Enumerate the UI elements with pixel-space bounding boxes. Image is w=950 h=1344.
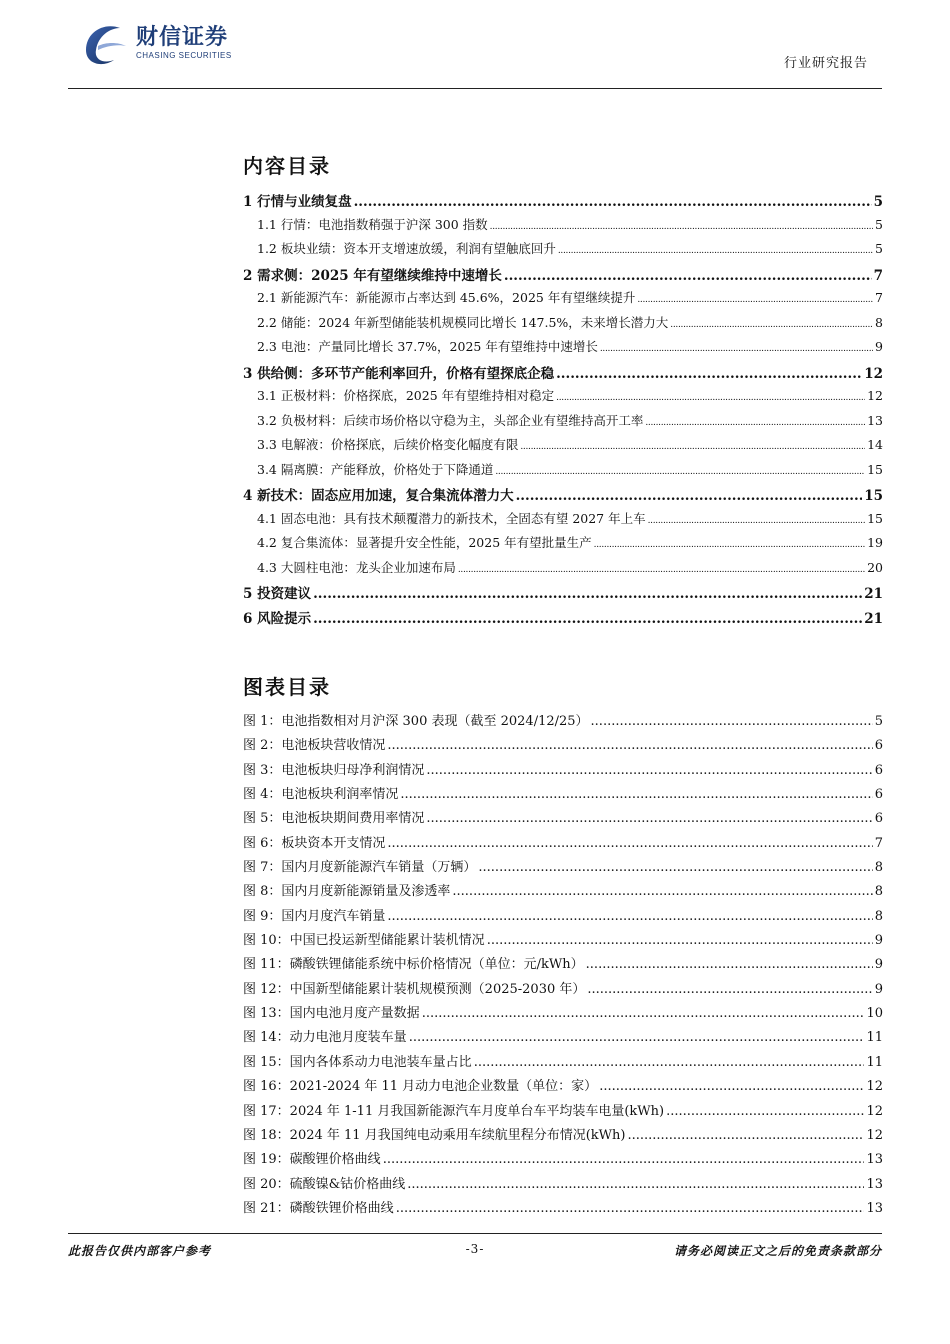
figure-entry-page: 9 (874, 957, 883, 973)
figures-title: 图表目录 (243, 675, 331, 699)
toc-entry-title: 4.2 复合集流体：显著提升安全性能，2025 年有望批量生产 (257, 535, 592, 550)
toc-entry-page: 21 (864, 610, 883, 627)
toc-entry-page: 12 (867, 388, 883, 403)
leader-dots (387, 738, 872, 753)
leader-dots (396, 1201, 865, 1216)
toc-entry-page: 14 (867, 437, 883, 452)
toc-list (243, 190, 883, 631)
figure-entry-page: 13 (866, 1200, 883, 1216)
toc-entry-page: 20 (867, 559, 883, 575)
figure-entry-page: 10 (866, 1006, 883, 1022)
toc-entry-title: 5 投资建议 (243, 586, 312, 602)
leader-dots (400, 787, 872, 802)
figure-entry-title: 图 9：国内月度汽车销量 (243, 908, 386, 924)
toc-entry-title: 4.3 大圆柱电池：龙头企业加速布局 (257, 559, 456, 575)
leader-dots (591, 714, 873, 729)
toc-entry[interactable] (243, 582, 883, 607)
footer-disclaimer: 此报告仅供内部客户参考 (68, 1244, 212, 1258)
toc-entry-page: 7 (875, 290, 883, 305)
toc-entry-page: 9 (875, 339, 883, 354)
toc-entry[interactable] (243, 337, 883, 362)
figure-entry-title: 图 11：磷酸铁锂储能系统中标价格情况（单位：元/kWh） (243, 957, 584, 973)
toc-entry-page: 15 (867, 510, 883, 526)
figure-entry-page: 6 (874, 811, 883, 827)
figure-entry-page: 6 (874, 738, 883, 754)
figure-entry[interactable] (243, 1075, 883, 1099)
figure-entry-title: 图 6：板块资本开支情况 (243, 835, 386, 851)
page-footer (68, 1233, 882, 1258)
toc-entry-title: 2.2 储能：2024 年新型储能装机规模同比增长 147.5%，未来增长潜力大 (257, 314, 669, 330)
toc-entry-title: 2 需求侧：2025 年有望继续维持中速增长 (243, 267, 502, 284)
figure-entry-title: 图 12：中国新型储能累计装机规模预测（2025-2030 年） (243, 981, 586, 997)
figure-entry-page: 9 (874, 933, 883, 949)
leader-dots (516, 488, 863, 504)
leader-dots (407, 1177, 864, 1192)
figure-entry[interactable] (243, 953, 883, 977)
figure-entry[interactable] (243, 978, 883, 1002)
page-header (68, 16, 882, 89)
figure-entry-title: 图 13：国内电池月度产量数据 (243, 1006, 420, 1022)
toc-entry[interactable] (243, 288, 883, 313)
figure-entry[interactable] (243, 1173, 883, 1197)
figure-entry-title: 图 4：电池板块利润率情况 (243, 787, 399, 803)
leader-dots (556, 393, 865, 403)
figure-entry-title: 图 20：硫酸镍&钴价格曲线 (243, 1176, 406, 1192)
figure-entry-title: 图 1：电池指数相对月沪深 300 表现（截至 2024/12/25） (243, 714, 589, 729)
figure-entry-page: 5 (874, 714, 883, 729)
toc-title: 内容目录 (243, 154, 331, 178)
leader-dots (490, 222, 873, 232)
figure-entry-page: 7 (874, 835, 883, 851)
figure-entry[interactable] (243, 710, 883, 734)
toc-entry-page: 5 (875, 216, 883, 232)
toc-entry-page: 19 (867, 535, 883, 550)
figure-entry-title: 图 2：电池板块营收情况 (243, 738, 386, 754)
figure-entry-title: 图 8：国内月度新能源销量及渗透率 (243, 884, 451, 900)
toc-entry-page: 15 (867, 461, 883, 477)
figure-entry-page: 6 (874, 787, 883, 803)
toc-entry-page: 21 (864, 586, 883, 602)
figure-entry-page: 9 (874, 981, 883, 997)
figure-entry-title: 图 21：磷酸铁锂价格曲线 (243, 1200, 394, 1216)
leader-dots (666, 1104, 864, 1119)
toc-entry[interactable] (243, 607, 883, 632)
figure-entry[interactable] (243, 832, 883, 856)
figure-entry[interactable] (243, 856, 883, 880)
leader-dots (383, 1152, 865, 1167)
leader-dots (387, 909, 872, 924)
figure-entry-page: 13 (866, 1152, 883, 1168)
figure-entry-title: 图 7：国内月度新能源汽车销量（万辆） (243, 860, 477, 876)
figure-entry[interactable] (243, 1124, 883, 1148)
toc-entry-page: 12 (864, 365, 883, 382)
leader-dots (458, 565, 865, 575)
page-number: -3- (465, 1242, 485, 1256)
toc-entry[interactable] (243, 533, 883, 558)
leader-dots (474, 1055, 865, 1070)
leader-dots (495, 467, 865, 477)
figure-entry[interactable] (243, 1148, 883, 1172)
figure-entry[interactable] (243, 807, 883, 831)
leader-dots (594, 540, 865, 550)
figure-entry[interactable] (243, 905, 883, 929)
leader-dots (627, 1128, 864, 1143)
toc-entry[interactable] (243, 362, 883, 387)
figure-entry-page: 12 (866, 1103, 883, 1119)
brand-logo-icon (80, 20, 130, 66)
figure-entry-page: 11 (866, 1054, 883, 1070)
figure-entry-title: 图 19：碳酸锂价格曲线 (243, 1152, 381, 1168)
toc-entry-page: 5 (875, 241, 883, 256)
leader-dots (648, 516, 865, 526)
leader-dots (487, 933, 873, 948)
leader-dots (313, 586, 862, 602)
toc-entry-title: 3.1 正极材料：价格探底，2025 年有望维持相对稳定 (257, 388, 555, 403)
toc-entry[interactable] (243, 558, 883, 583)
leader-dots (645, 418, 865, 428)
leader-dots (422, 1006, 865, 1021)
toc-entry-page: 15 (864, 488, 883, 504)
leader-dots (354, 194, 872, 210)
leader-dots (409, 1030, 865, 1045)
leader-dots (637, 295, 873, 305)
toc-entry-title: 1 行情与业绩复盘 (243, 194, 352, 210)
figure-entry-page: 13 (866, 1176, 883, 1192)
figure-entry[interactable] (243, 759, 883, 783)
leader-dots (387, 836, 872, 851)
leader-dots (504, 268, 872, 284)
leader-dots (670, 320, 873, 330)
figure-entry[interactable] (243, 734, 883, 758)
brand-name-cn: 财信证券 (136, 24, 229, 50)
leader-dots (313, 611, 862, 627)
toc-entry-title: 6 风险提示 (243, 610, 312, 627)
leader-dots (426, 811, 872, 826)
figure-entry-title: 图 15：国内各体系动力电池装车量占比 (243, 1054, 472, 1070)
leader-dots (600, 344, 873, 354)
figure-entry-page: 8 (874, 908, 883, 924)
toc-entry[interactable] (243, 386, 883, 411)
toc-entry-title: 3.4 隔离膜：产能释放，价格处于下降通道 (257, 461, 494, 477)
leader-dots (520, 442, 865, 452)
toc-entry-title: 2.1 新能源汽车：新能源市占率达到 45.6%，2025 年有望继续提升 (257, 290, 636, 305)
toc-entry-page: 13 (867, 412, 883, 428)
toc-entry-page: 7 (873, 267, 883, 284)
toc-entry-title: 3.2 负极材料：后续市场价格以守稳为主，头部企业有望维持高开工率 (257, 412, 644, 428)
figure-entry-title: 图 3：电池板块归母净利润情况 (243, 762, 425, 778)
toc-entry[interactable] (243, 313, 883, 338)
brand-name-en: CHASING SECURITIES (136, 50, 232, 60)
report-type: 行业研究报告 (783, 56, 868, 71)
toc-entry[interactable] (243, 509, 883, 534)
toc-entry[interactable] (243, 190, 883, 215)
toc-entry[interactable] (243, 484, 883, 509)
toc-entry[interactable] (243, 435, 883, 460)
figure-entry[interactable] (243, 1100, 883, 1124)
figure-entry-title: 图 10：中国已投运新型储能累计装机情况 (243, 933, 485, 949)
leader-dots (556, 366, 862, 382)
brand-logo (80, 20, 232, 66)
toc-entry[interactable] (243, 239, 883, 264)
figure-entry-title: 图 5：电池板块期间费用率情况 (243, 811, 425, 827)
figure-entry[interactable] (243, 1197, 883, 1221)
figure-entry-title: 图 18：2024 年 11 月我国纯电动乘用车续航里程分布情况(kWh) (243, 1127, 626, 1143)
toc-entry[interactable] (243, 460, 883, 485)
figure-entry-page: 12 (866, 1079, 883, 1095)
figure-entry-page: 12 (866, 1127, 883, 1143)
figure-entry-title: 图 17：2024 年 1-11 月我国新能源汽车月度单台车平均装车电量(kWh) (243, 1103, 665, 1119)
figure-entry-page: 8 (874, 860, 883, 876)
toc-entry-title: 3 供给侧：多环节产能利率回升，价格有望探底企稳 (243, 365, 555, 382)
figure-entry[interactable] (243, 783, 883, 807)
toc-entry-title: 2.3 电池：产量同比增长 37.7%，2025 年有望维持中速增长 (257, 339, 598, 354)
footer-notice: 请务必阅读正文之后的免责条款部分 (673, 1244, 882, 1258)
leader-dots (586, 957, 873, 972)
leader-dots (452, 884, 872, 899)
figure-entry[interactable] (243, 880, 883, 904)
toc-entry-page: 8 (875, 314, 883, 330)
toc-entry-title: 4.1 固态电池：具有技术颠覆潜力的新技术，全固态有望 2027 年上车 (257, 510, 646, 526)
figure-entry[interactable] (243, 1026, 883, 1050)
toc-entry-title: 4 新技术：固态应用加速，复合集流体潜力大 (243, 488, 514, 504)
toc-entry-title: 3.3 电解液：价格探底，后续价格变化幅度有限 (257, 437, 519, 452)
figure-entry[interactable] (243, 1051, 883, 1075)
figure-entry-page: 8 (874, 884, 883, 900)
toc-entry[interactable] (243, 411, 883, 436)
figure-entry-title: 图 16：2021-2024 年 11 月动力电池企业数量（单位：家） (243, 1079, 598, 1095)
leader-dots (558, 246, 873, 256)
toc-entry-title: 1.1 行情：电池指数稍强于沪深 300 指数 (257, 216, 488, 232)
figure-entry-title: 图 14：动力电池月度装车量 (243, 1030, 407, 1046)
leader-dots (426, 763, 872, 778)
leader-dots (478, 860, 872, 875)
toc-entry[interactable] (243, 215, 883, 240)
toc-entry[interactable] (243, 264, 883, 289)
figure-entry[interactable] (243, 929, 883, 953)
figure-entry-page: 11 (866, 1030, 883, 1046)
toc-entry-title: 1.2 板块业绩：资本开支增速放缓，利润有望触底回升 (257, 241, 556, 256)
figures-list (243, 710, 883, 1221)
figure-entry[interactable] (243, 1002, 883, 1026)
figure-entry-page: 6 (874, 762, 883, 778)
leader-dots (599, 1079, 864, 1094)
leader-dots (587, 982, 872, 997)
toc-entry-page: 5 (873, 194, 883, 210)
